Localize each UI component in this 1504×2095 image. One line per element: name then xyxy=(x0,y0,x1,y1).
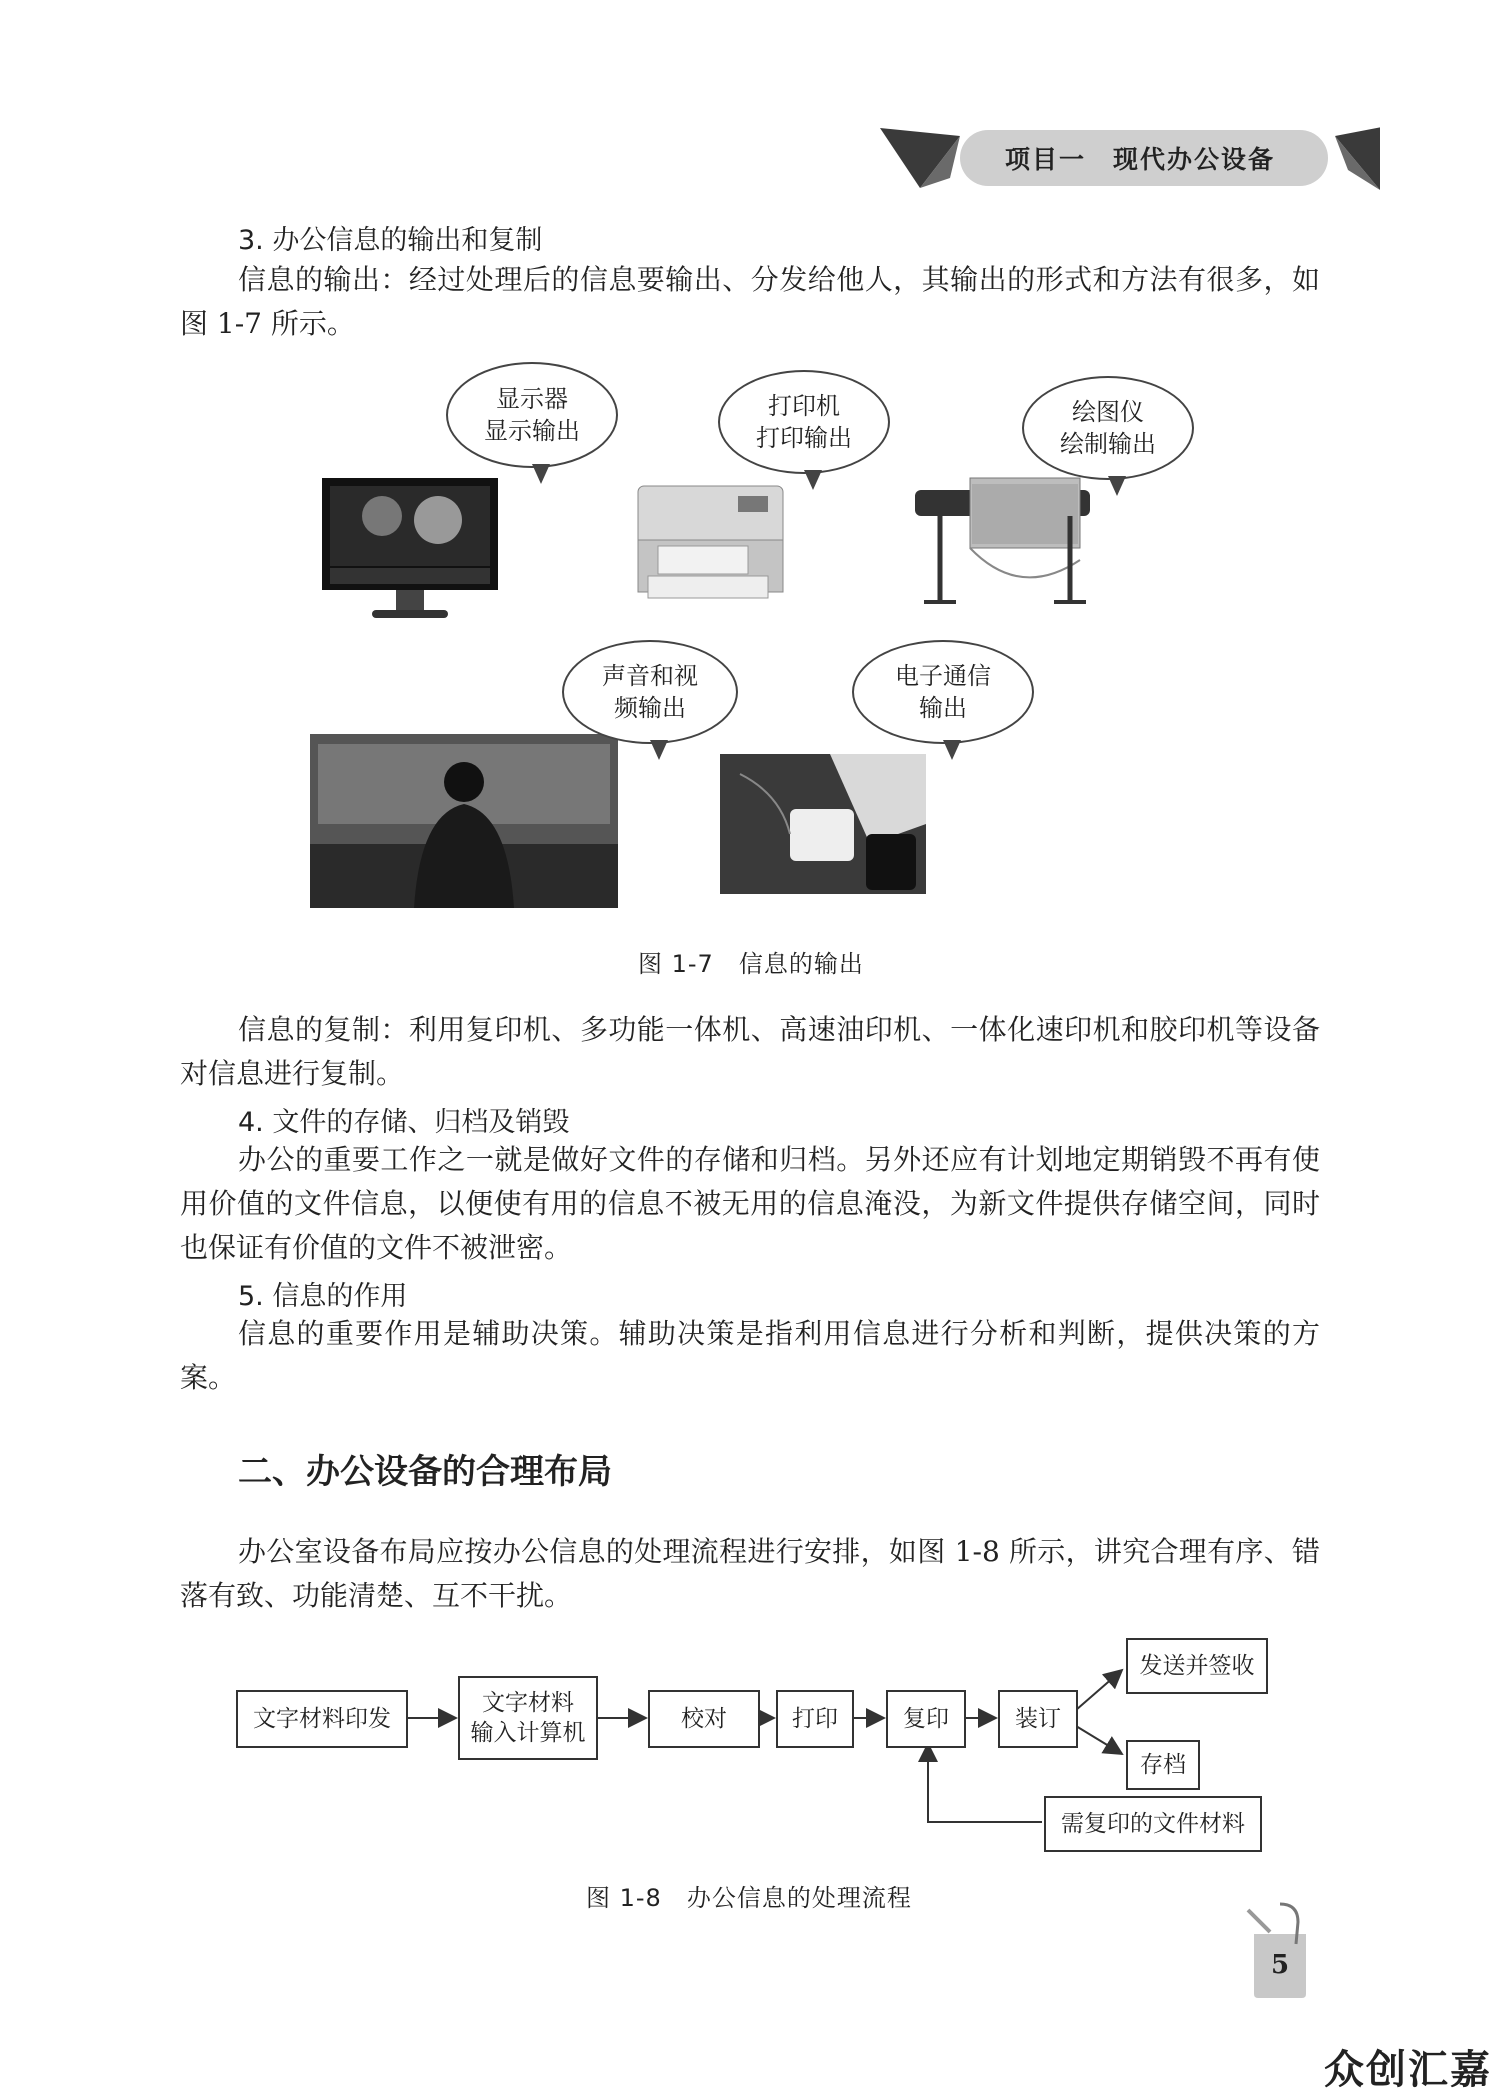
printer-photo xyxy=(628,466,788,606)
part-2-heading: 二、办公设备的合理布局 xyxy=(238,1452,612,1492)
bubble-plotter-line1: 绘图仪 xyxy=(1072,398,1144,426)
bubble-monitor xyxy=(446,362,618,468)
bubble-printer-line1: 打印机 xyxy=(768,392,840,420)
page-number-tag xyxy=(1240,1900,1320,2000)
flow-node-print-materials xyxy=(236,1690,408,1748)
flow-node-4-label: 打印 xyxy=(792,1706,838,1732)
section-5-heading: 5. 信息的作用 xyxy=(238,1281,408,1312)
flow-node-9-label: 需复印的文件材料 xyxy=(1061,1811,1245,1837)
figure-1-7 xyxy=(300,370,1156,910)
flow-node-5-label: 复印 xyxy=(903,1706,949,1732)
flow-node-3-label: 校对 xyxy=(681,1706,727,1732)
bubble-email xyxy=(852,640,1034,744)
section-4-heading: 4. 文件的存储、归档及销毁 xyxy=(238,1107,570,1138)
header-title: 项目一 现代办公设备 xyxy=(1004,145,1275,174)
figure-1-8-caption: 图 1-8 办公信息的处理流程 xyxy=(586,1884,912,1912)
flow-node-6-label: 装订 xyxy=(1015,1706,1061,1732)
laptop-photo xyxy=(720,754,926,894)
flow-node-send-sign xyxy=(1126,1638,1268,1694)
flow-node-print xyxy=(776,1690,854,1748)
flow-node-proofread xyxy=(648,1690,760,1748)
part-2-paragraph: 办公室设备布局应按办公信息的处理流程进行安排，如图 1-8 所示，讲究合理有序、错落有致、功能清楚、互不干扰。 xyxy=(180,1535,1320,1612)
watermark: 众创汇嘉 xyxy=(1324,2047,1492,2093)
header-banner xyxy=(880,118,1380,198)
bubble-plotter xyxy=(1022,376,1194,480)
control-room-photo xyxy=(310,734,618,908)
monitor-photo xyxy=(320,476,500,626)
flow-node-1-label: 文字材料印发 xyxy=(253,1706,391,1732)
figure-1-8 xyxy=(0,1630,1504,1870)
flow-node-input-computer xyxy=(458,1676,598,1760)
bubble-av-line1: 声音和视 xyxy=(602,662,698,690)
bubble-plotter-line2: 绘制输出 xyxy=(1060,430,1156,458)
flow-node-bind xyxy=(998,1690,1078,1748)
bubble-email-line2: 输出 xyxy=(919,694,967,722)
bubble-monitor-line2: 显示输出 xyxy=(484,417,580,445)
bubble-printer xyxy=(718,370,890,474)
flow-node-7-label: 发送并签收 xyxy=(1139,1653,1255,1679)
figure-1-7-caption: 图 1-7 信息的输出 xyxy=(638,950,864,978)
section-3-paragraph-2: 信息的复制：利用复印机、多功能一体机、高速油印机、一体化速印机和胶印机等设备对信息进行复制。 xyxy=(180,1013,1320,1090)
bubble-email-line1: 电子通信 xyxy=(895,662,991,690)
flow-node-2-label-b: 输入计算机 xyxy=(470,1720,586,1746)
flow-node-archive xyxy=(1126,1740,1200,1790)
section-5-paragraph: 信息的重要作用是辅助决策。辅助决策是指利用信息进行分析和判断，提供决策的方案。 xyxy=(180,1317,1320,1394)
flow-node-copy-materials xyxy=(1044,1796,1262,1852)
flow-node-copy xyxy=(886,1690,966,1748)
flow-node-8-label: 存档 xyxy=(1140,1752,1186,1778)
bubble-av xyxy=(562,640,738,744)
section-4-paragraph: 办公的重要工作之一就是做好文件的存储和归档。另外还应有计划地定期销毁不再有使用价值的文件信息，以便使有用的信息不被无用的信息淹没，为新文件提供存储空间，同时也保证有价值的文件不被泄密。 xyxy=(180,1143,1320,1264)
bubble-av-line2: 频输出 xyxy=(614,694,686,722)
section-3-heading: 3. 办公信息的输出和复制 xyxy=(238,225,543,256)
flowchart-arrows xyxy=(0,1630,1504,1870)
bubble-monitor-line1: 显示器 xyxy=(496,385,568,413)
bubble-printer-line2: 打印输出 xyxy=(756,424,852,452)
section-3-paragraph-1: 信息的输出：经过处理后的信息要输出、分发给他人，其输出的形式和方法有很多，如图 1-7 所示。 xyxy=(180,263,1320,340)
flow-node-2-label-a: 文字材料 xyxy=(482,1690,574,1716)
plotter-photo xyxy=(910,470,1100,610)
page-number: 5 xyxy=(1270,1950,1290,1980)
